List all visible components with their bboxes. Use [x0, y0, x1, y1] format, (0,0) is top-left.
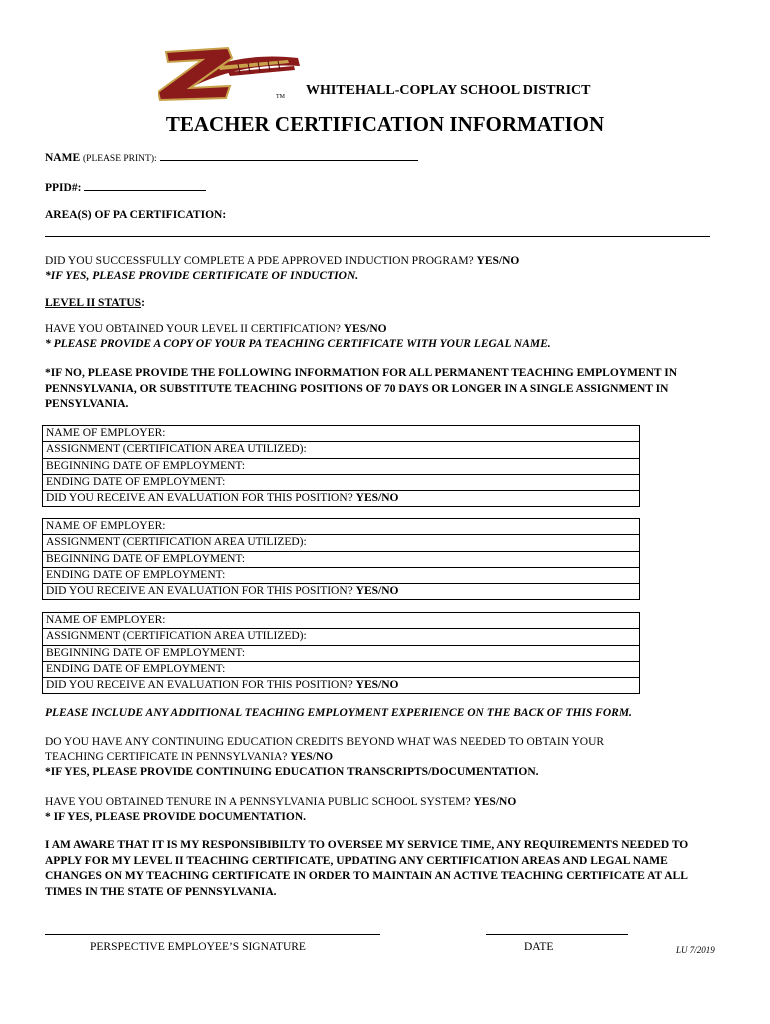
evaluation-yesno[interactable]: YES/NO [355, 492, 399, 505]
area-label: AREA(S) OF PA CERTIFICATION: [45, 209, 227, 221]
level2-question-text: HAVE YOU OBTAINED YOUR LEVEL II CERTIFICATION? [45, 323, 341, 335]
acknowledgement-statement: I AM AWARE THAT IT IS MY RESPONSIBIBILTY TO OVERSEE MY SERVICE TIME, ANY REQUIREMENTS NEEDED TO APPLY FOR MY LEVEL II TEACHING CERTIFICATE, UPDATING ANY CERTIFICATION AREAS AND LEGAL NAME CHANGES ON MY TEACHING CERTIFICATE IN ORDER TO MAINTAIN AN ACTIVE TEACHING CERTIFICATE AT ALL TIMES IN THE STATE OF PENNSYLVANIA. [45, 839, 689, 898]
evaluation-question: DID YOU RECEIVE AN EVALUATION FOR THIS POSITION? [46, 492, 353, 505]
evaluation-field [43, 584, 639, 599]
end-date-field[interactable]: ENDING DATE OF EMPLOYMENT: [43, 662, 639, 678]
evaluation-field [43, 678, 639, 693]
evaluation-yesno[interactable]: YES/NO [355, 585, 399, 598]
end-date-field[interactable]: ENDING DATE OF EMPLOYMENT: [43, 475, 639, 491]
tenure-yesno[interactable]: YES/NO [473, 796, 517, 808]
employment-box-1 [42, 425, 640, 507]
employment-box-3 [42, 612, 640, 694]
level2-yesno[interactable]: YES/NO [343, 323, 387, 335]
begin-date-field[interactable]: BEGINNING DATE OF EMPLOYMENT: [43, 459, 639, 475]
evaluation-question: DID YOU RECEIVE AN EVALUATION FOR THIS POSITION? [46, 679, 353, 692]
evaluation-yesno[interactable]: YES/NO [355, 679, 399, 692]
area-field-row [45, 208, 226, 222]
level2-heading-colon: : [141, 297, 145, 309]
begin-date-field[interactable]: BEGINNING DATE OF EMPLOYMENT: [43, 646, 639, 662]
assignment-field[interactable]: ASSIGNMENT (CERTIFICATION AREA UTILIZED): [43, 442, 639, 458]
continuing-ed-note: *IF YES, PLEASE PROVIDE CONTINUING EDUCATION TRANSCRIPTS/DOCUMENTATION. [45, 766, 539, 778]
form-code: LU 7/2019 [676, 945, 715, 955]
level2-heading [45, 296, 145, 310]
evaluation-field [43, 491, 639, 506]
name-hint: (PLEASE PRINT): [83, 154, 157, 164]
employer-field[interactable]: NAME OF EMPLOYER: [43, 426, 639, 442]
assignment-field[interactable]: ASSIGNMENT (CERTIFICATION AREA UTILIZED): [43, 629, 639, 645]
employment-box-2 [42, 518, 640, 600]
induction-yesno[interactable]: YES/NO [476, 255, 520, 267]
ifno-instruction: *IF NO, PLEASE PROVIDE THE FOLLOWING INFORMATION FOR ALL PERMANENT TEACHING EMPLOYMENT IN PENNSYLVANIA, OR SUBSTITUTE TEACHING POSITIONS OF 70 DAYS OR LONGER IN A SINGLE ASSIGNMENT IN PENSYLVANIA. [45, 367, 678, 410]
end-date-field[interactable]: ENDING DATE OF EMPLOYMENT: [43, 568, 639, 584]
z-logo-icon [158, 44, 308, 102]
name-field-row [45, 150, 418, 166]
induction-question-text: DID YOU SUCCESSFULLY COMPLETE A PDE APPROVED INDUCTION PROGRAM? [45, 255, 474, 267]
level2-question [45, 322, 387, 336]
tenure-note: * IF YES, PLEASE PROVIDE DOCUMENTATION. [45, 811, 307, 823]
level2-note: * PLEASE PROVIDE A COPY OF YOUR PA TEACHING CERTIFICATE WITH YOUR LEGAL NAME. [45, 338, 551, 350]
signature-line[interactable] [45, 934, 380, 935]
signature-label: PERSPECTIVE EMPLOYEE’S SIGNATURE [90, 941, 306, 953]
continuing-ed-question-text: TEACHING CERTIFICATE IN PENNSYLVANIA? [45, 751, 288, 763]
employer-field[interactable]: NAME OF EMPLOYER: [43, 613, 639, 629]
tenure-question [45, 795, 516, 809]
name-input-line[interactable] [160, 150, 418, 161]
ppid-field-row [45, 180, 206, 195]
ppid-input-line[interactable] [84, 180, 206, 191]
level2-heading-text: LEVEL II STATUS [45, 297, 142, 309]
continuing-ed-yesno[interactable]: YES/NO [290, 751, 334, 763]
employer-field[interactable]: NAME OF EMPLOYER: [43, 519, 639, 535]
evaluation-question: DID YOU RECEIVE AN EVALUATION FOR THIS POSITION? [46, 585, 353, 598]
continuing-ed-question-line1: DO YOU HAVE ANY CONTINUING EDUCATION CREDITS BEYOND WHAT WAS NEEDED TO OBTAIN YOUR [45, 736, 605, 748]
induction-question [45, 254, 519, 268]
date-label: DATE [524, 941, 554, 953]
logo-tm: TM [276, 94, 285, 100]
induction-note: *IF YES, PLEASE PROVIDE CERTIFICATE OF INDUCTION. [45, 270, 359, 282]
date-line[interactable] [486, 934, 628, 935]
district-logo [158, 44, 308, 102]
area-input-line[interactable] [45, 236, 710, 237]
page-title: TEACHER CERTIFICATION INFORMATION [165, 112, 605, 136]
continuing-ed-question-line2 [45, 750, 333, 764]
assignment-field[interactable]: ASSIGNMENT (CERTIFICATION AREA UTILIZED): [43, 535, 639, 551]
district-name: WHITEHALL-COPLAY SCHOOL DISTRICT [306, 83, 591, 98]
ppid-label: PPID#: [45, 182, 82, 194]
additional-employment-note: PLEASE INCLUDE ANY ADDITIONAL TEACHING EMPLOYMENT EXPERIENCE ON THE BACK OF THIS FORM. [45, 707, 632, 719]
begin-date-field[interactable]: BEGINNING DATE OF EMPLOYMENT: [43, 552, 639, 568]
tenure-question-text: HAVE YOU OBTAINED TENURE IN A PENNSYLVANIA PUBLIC SCHOOL SYSTEM? [45, 796, 471, 808]
name-label: NAME [45, 152, 81, 164]
